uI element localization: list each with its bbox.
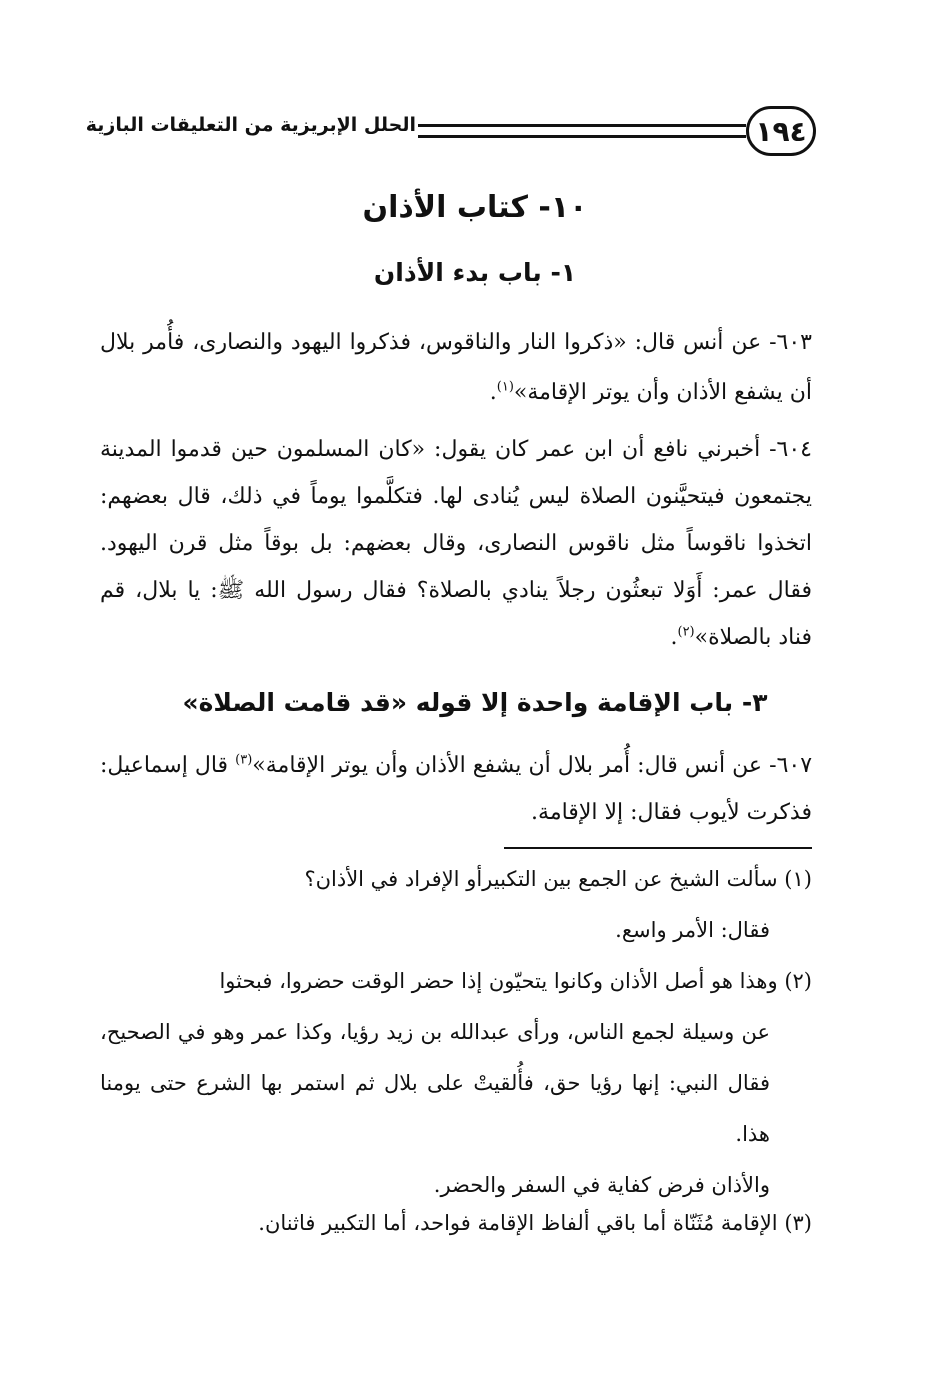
footnote-ref: (٢) <box>677 624 695 640</box>
hadith-ending: . <box>670 625 678 650</box>
hadith-ending: قال إسماعيل: فذكرت لأيوب فقال: إلا الإقامة. <box>100 753 812 825</box>
footnote-body: عن وسيلة لجمع الناس، ورأى عبدالله بن زيد رؤيا، وكذا عمر وهو في الصحيح، فقال النبي: إنها رؤيا حق، فأُلقيتْ على بلال ثم استمر بها الشرع حتى يومنا هذا. <box>100 1020 770 1146</box>
chapter-title: ١- باب بدء الأذان <box>373 258 577 287</box>
footnote-divider <box>504 847 812 849</box>
footnote-3 <box>100 1198 812 1249</box>
footnote-lead: (٢) وهذا هو أصل الأذان وكانوا يتحيّون إذا حضر الوقت حضروا، فبحثوا <box>219 969 812 993</box>
footnote-body: فقال: الأمر واسع. <box>615 918 770 942</box>
footnote-ref: (٣) <box>235 752 253 768</box>
hadith-text: ٦٠٧- عن أنس قال: أُمر بلال أن يشفع الأذان وأن يوتر الإقامة» <box>252 753 813 778</box>
running-header <box>85 100 816 170</box>
hadith-text: ٦٠٤- أخبرني نافع أن ابن عمر كان يقول: «كان المسلمون حين قدموا المدينة يجتمعون فيتحيَّنون الصلاة ليس يُنادى لها. فتكلَّموا يوماً في ذلك، قال بعضهم: اتخذوا ناقوساً مثل ناقوس النصارى، وقال بعضهم: بل بوقاً مثل قرن اليهود. فقال عمر: أَوَلا تبعثُون رجلاً ينادي بالصلاة؟ فقال رسول الله ﷺ: يا بلال، قم فناد بالصلاة» <box>100 437 812 650</box>
hadith-603 <box>100 318 812 418</box>
hadith-text: ٦٠٣- عن أنس قال: «ذكروا النار والناقوس، فذكروا اليهود والنصارى، فأُمر بلال أن يشفع الأذان وأن يوتر الإقامة» <box>100 330 812 405</box>
footnote-ref: (١) <box>496 379 514 395</box>
footnote-2 <box>100 956 812 1211</box>
hadith-607 <box>100 742 812 836</box>
book-title: ١٠- كتاب الأذان <box>362 190 588 225</box>
hadith-604 <box>100 426 812 661</box>
footnote-1 <box>100 854 812 956</box>
header-double-rule <box>418 124 746 138</box>
footnote-lead: (١) سألت الشيخ عن الجمع بين التكبيرأو الإفراد في الأذان؟ <box>304 867 812 891</box>
running-title: الحلل الإبريزية من التعليقات البازية <box>85 114 416 136</box>
footnote-lead: (٣) الإقامة مُثَنّاة أما باقي ألفاظ الإقامة فواحد، أما التكبير فاثنان. <box>258 1211 812 1235</box>
page-number: ١٩٤ <box>746 106 816 156</box>
hadith-ending: . <box>489 380 497 405</box>
chapter-title: ٣- باب الإقامة واحدة إلا قوله «قد قامت الصلاة» <box>182 688 768 717</box>
footnote-body-extra: والأذان فرض كفاية في السفر والحضر. <box>433 1173 770 1197</box>
